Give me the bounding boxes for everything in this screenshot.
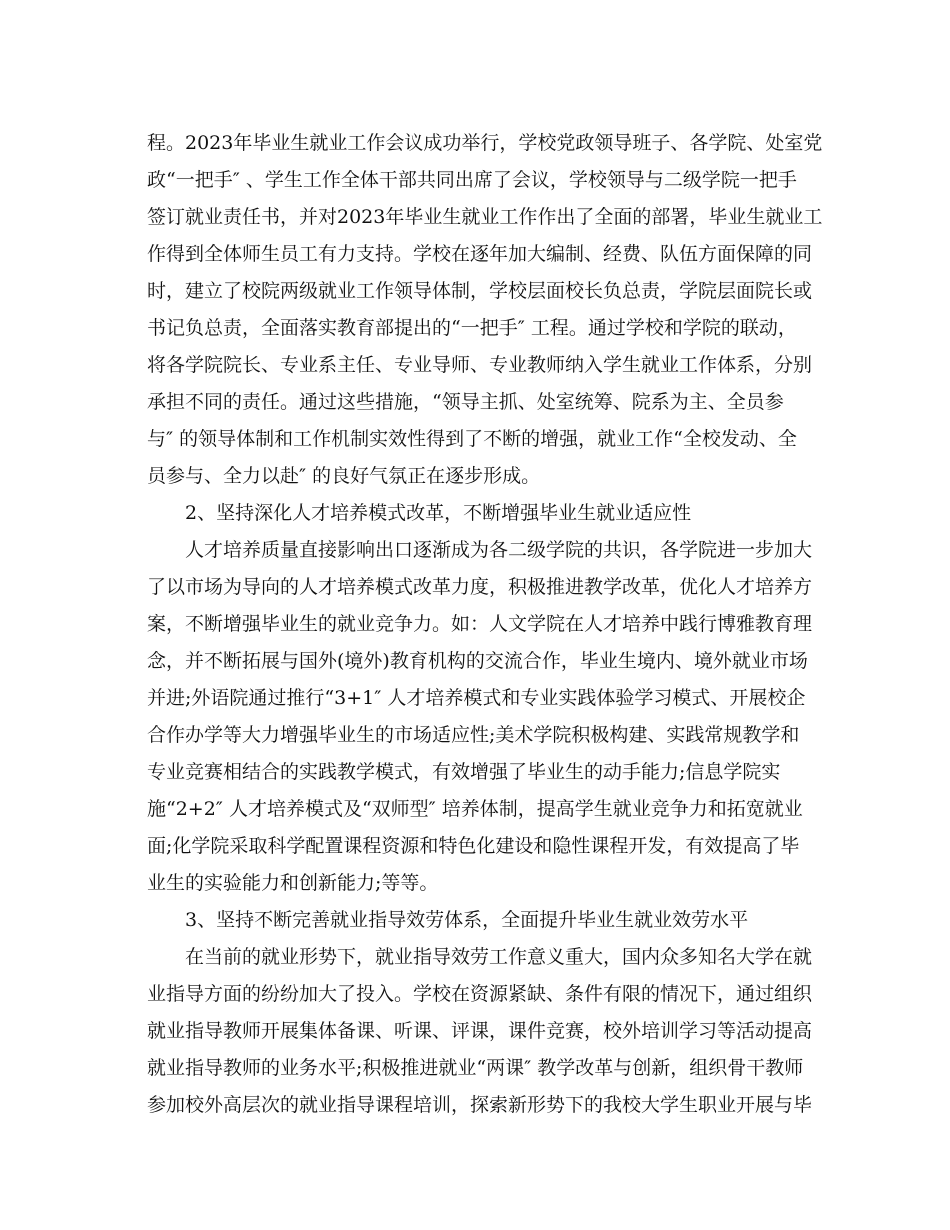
section-heading: 2、坚持深化人才培养模式改革，不断增强毕业生就业适应性: [185, 502, 692, 524]
text-line: 书记负总责，全面落实教育部提出的“一把手″ 工程。通过学校和学院的联动，: [147, 317, 797, 339]
text-line: 签订就业责任书，并对2023年毕业生就业工作作出了全面的部署，毕业生就业工: [147, 206, 823, 228]
text-line: 与″ 的领导体制和工作机制实效性得到了不断的增强，就业工作“全校发动、全: [147, 428, 797, 450]
text-line: 面;化学院采取科学配置课程资源和特色化建设和隐性课程开发，有效提高了毕: [147, 835, 800, 857]
text-line: 业生的实验能力和创新能力;等等。: [147, 872, 439, 894]
text-line: 将各学院院长、专业系主任、专业导师、专业教师纳入学生就业工作体系，分别: [147, 354, 813, 376]
text-line: 并进;外语院通过推行“3+1″ 人才培养模式和专业实践体验学习模式、开展校企: [147, 687, 806, 709]
text-line: 就业指导教师开展集体备课、听课、评课，课件竞赛，校外培训学习等活动提高: [147, 1020, 813, 1042]
text-line: 了以市场为导向的人才培养模式改革力度，积极推进教学改革，优化人才培养方: [147, 576, 813, 598]
text-line: 合作办学等大力增强毕业生的市场适应性;美术学院积极构建、实践常规教学和: [147, 724, 800, 746]
text-line: 程。2023年毕业生就业工作会议成功举行，学校党政领导班子、各学院、处室党: [147, 132, 823, 154]
text-line: 案，不断增强毕业生的就业竞争力。如：人文学院在人才培养中践行博雅教育理: [147, 613, 813, 635]
text-line: 就业指导教师的业务水平;积极推进就业“两课″ 教学改革与创新，组织骨干教师: [147, 1057, 804, 1079]
text-line: 施“2+2″ 人才培养模式及“双师型″ 培养体制，提高学生就业竞争力和拓宽就业: [147, 798, 803, 820]
section-heading: 3、坚持不断完善就业指导效劳体系，全面提升毕业生就业效劳水平: [185, 909, 749, 931]
text-line: 员参与、全力以赴″ 的良好气氛正在逐步形成。: [147, 465, 541, 487]
text-line: 作得到全体师生员工有力支持。学校在逐年加大编制、经费、队伍方面保障的同: [147, 243, 813, 265]
text-line: 念，并不断拓展与国外(境外)教育机构的交流合作，毕业生境内、境外就业市场: [147, 650, 808, 672]
text-line: 人才培养质量直接影响出口逐渐成为各二级学院的共识，各学院进一步加大: [185, 539, 813, 561]
text-line: 专业竞赛相结合的实践教学模式，有效增强了毕业生的动手能力;信息学院实: [147, 761, 781, 783]
text-line: 政“一把手″ 、学生工作全体干部共同出席了会议，学校领导与二级学院一把手: [147, 169, 797, 191]
text-line: 参加校外高层次的就业指导课程培训，探索新形势下的我校大学生职业开展与毕: [147, 1094, 813, 1116]
text-line: 业指导方面的纷纷加大了投入。学校在资源紧缺、条件有限的情况下，通过组织: [147, 983, 813, 1005]
text-line: 承担不同的责任。通过这些措施，“领导主抓、处室统筹、院系为主、全员参: [147, 391, 784, 413]
text-line: 在当前的就业形势下，就业指导效劳工作意义重大，国内众多知名大学在就: [185, 946, 813, 968]
text-line: 时，建立了校院两级就业工作领导体制，学校层面校长负总责，学院层面院长或: [147, 280, 813, 302]
